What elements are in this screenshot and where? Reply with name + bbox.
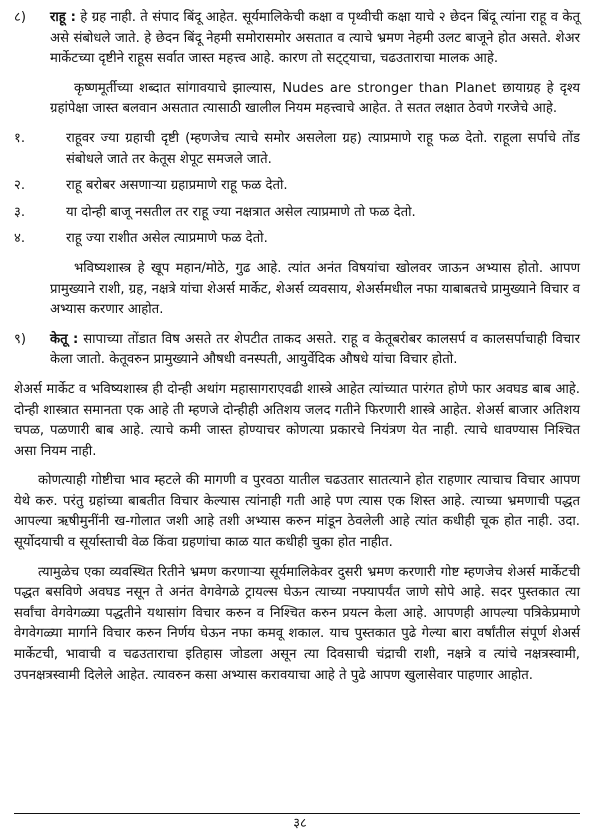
rule-number: ३. [14, 204, 26, 220]
section-body [50, 330, 580, 371]
rule-item [14, 229, 580, 250]
rule-text: राहूवर ज्या ग्रहाची दृष्टी (म्हणजेच त्याचे समोर असलेला ग्रह) त्याप्रमाणे राहू फळ देतो. राहूला सर्पाचे तोंड संबोधले जाते तर केतूस शेपूट समजले जाते. [66, 130, 580, 167]
body-paragraph: त्यामुळेच एका व्यवस्थित रितीने भ्रमण करणाऱ्या सूर्यमालिकेवर दुसरी भ्रमण करणारी गोष्ट म्हणजेच शेअर्स मार्केटची पद्धत बसविणे अवघड नसून ते अनंत वेगवेगळे ट्रायल्स घेऊन त्याच्या नफ्यापर्यंत जाणे सोपे आहे. सदर पुस्तकात त्या सर्वांचा वेगवेगळ्या पद्धतीने यथासांग विचार करुन व निश्चित करुन प्रयत्न केला आहे. आपणही आपल्या पत्रिकेप्रमाणे वेगवेगळ्या मार्गाने विचार करुन निर्णय घेऊन नफा कमवू शकाल. याच पुस्तकात पुढे गेल्या बारा वर्षांतील संपूर्ण शेअर्स मार्केटची, भावाची व चढउताराचा इतिहास जोडला असून त्या दिवसाची चंद्राची राशी, नक्षत्रे व त्यांचे नक्षत्रस्वामी, उपनक्षत्रस्वामी दिलेले आहेत. त्यावरुन कसा अभ्यास करावयाचा आहे ते पुढे आपण खुलासेवार पाहणार आहोत. [14, 564, 580, 683]
rule-text: राहू बरोबर असणाऱ्या ग्रहाप्रमाणे राहू फळ देतो. [66, 178, 288, 194]
rule-number: ४. [14, 231, 26, 247]
footer-divider [14, 813, 580, 814]
rule-number: १. [14, 130, 26, 146]
rahu-note-paragraph: कृष्णमूर्तीच्या शब्दात सांगावयाचे झाल्यास, Nudes are stronger than Planet छायाग्रह हे दृश्य ग्रहांपेक्षा जास्त बलवान असतात त्यासाठी खालील नियम महत्त्वाचे आहेत. ते सतत लक्षात ठेवणे गरजेचे आहे. [50, 80, 580, 117]
section-ketu [14, 330, 580, 371]
rule-text: राहू ज्या राशीत असेल त्याप्रमाणे फळ देतो. [66, 231, 268, 247]
rule-text: या दोन्ही बाजू नसतील तर राहू ज्या नक्षत्रात असेल त्याप्रमाणे तो फळ देतो. [66, 204, 416, 220]
section-text: सापाच्या तोंडात विष असते तर शेपटीत ताकद असते. राहू व केतूबरोबर कालसर्प व कालसर्पाचाही विचार केला जातो. केतूवरुन प्रामुख्याने औषधी वनस्पती, आयुर्वेदिक औषधे यांचा विचार होतो. [50, 331, 580, 368]
section-heading: केतू : [50, 331, 79, 347]
section-number: ८) [14, 10, 27, 25]
rule-item [14, 203, 580, 224]
section-rahu [14, 8, 580, 70]
astrology-note-paragraph: भविष्यशास्त्र हे खूप महान/मोठे, गुढ आहे. त्यांत अनंत विषयांचा खोलवर जाऊन अभ्यास होतो. आपण प्रामुख्याने राशी, ग्रह, नक्षत्रे यांचा शेअर्स मार्केट, शेअर्स व्यवसाय, शेअर्समधील नफा याबाबतचे प्रामुख्याने विचार व अभ्यास करणार आहोत. [50, 260, 580, 318]
page-number: ३८ [293, 816, 307, 831]
rule-number: २. [14, 178, 26, 194]
rule-item [14, 176, 580, 197]
rule-item [14, 129, 580, 170]
body-paragraph: कोणत्याही गोष्टीचा भाव म्हटले की मागणी व पुरवठा यातील चढउतार सातत्याने होत राहणार त्याचाच विचार आपण येथे करु. परंतु ग्रहांच्या बाबतीत विचार केल्यास त्यांनाही गती आहे पण त्यास एक शिस्त आहे. त्याच्या भ्रमणाची पद्धत आपल्या ऋषीमुनींनी ख-गोलात जशी आहे तशी अभ्यास करुन मांडून ठेवलेली आहे त्यांत कधीही चूक होत नाही. उदा. सूर्योदयाची व सूर्यास्ताची वेळ किंवा ग्रहणांचा काळ यात कधीही चुका होत नाहीत. [14, 473, 580, 551]
section-number: ९) [14, 331, 27, 347]
section-text: हे ग्रह नाही. ते संपाद बिंदू आहेत. सूर्यमालिकेची कक्षा व पृथ्वीची कक्षा याचे २ छेदन बिंदू त्यांना राहू व केतू असे संबोधले जाते. हे छेदन बिंदू नेहमी समोरासमोर असतात व त्याचे भ्रमण नेहमी उलट बाजूने होत असते. शेअर मार्केटच्या दृष्टीने राहूस सर्वात जास्त महत्त्व आहे. कारण तो सट्ट्याचा, चढउताराचा मालक आहे. [50, 10, 580, 67]
body-paragraph: शेअर्स मार्केट व भविष्यशास्त्र ही दोन्ही अथांग महासागराएवढी शास्त्रे आहेत त्यांच्यात पारंगत होणे फार अवघड बाब आहे. दोन्ही शास्त्रात समानता एक आहे ती म्हणजे दोन्हीही अतिशय जलद गतीने फिरणारी शास्त्रे आहेत. शेअर्स बाजार अतिशय चपळ, पळणारी बाब आहे. त्याचे कमी जास्त होण्याचर कोणत्या प्रकारचे नियंत्रण येत नाही. त्याचे धावण्यास निश्चित असा नियम नाही. [14, 381, 580, 459]
section-body [50, 8, 580, 70]
section-heading: राहू : [50, 10, 76, 25]
